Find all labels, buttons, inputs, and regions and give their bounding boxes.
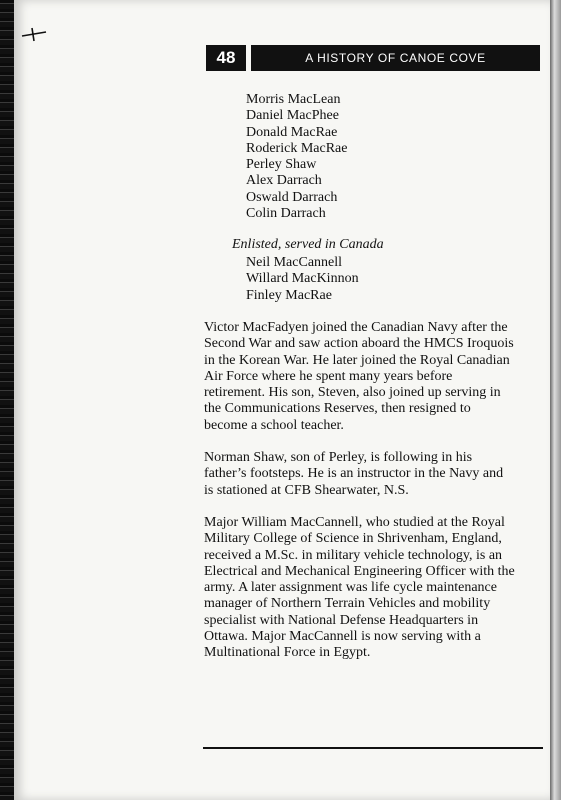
- list-item: Morris MacLean: [246, 92, 341, 107]
- paragraph-line: army. A later assignment was life cycle maintenance: [204, 580, 497, 596]
- paragraph-line: Electrical and Mechanical Engineering Officer with the: [204, 563, 515, 579]
- paragraph-line: Norman Shaw, son of Perley, is following in his: [204, 450, 473, 465]
- paragraph-line: manager of Northern Terrain Vehicles and mobility: [204, 596, 491, 612]
- paragraph-line: Military College of Science in Shrivenham, England,: [204, 531, 502, 547]
- names-list: [246, 92, 347, 222]
- binding-edge: [0, 0, 14, 800]
- list-item: Neil MacCannell: [246, 255, 343, 270]
- running-header: [206, 45, 540, 71]
- list-item: Donald MacRae: [246, 124, 338, 140]
- paragraph-line: Major William MacCannell, who studied at the Royal: [204, 515, 505, 530]
- section-subheading: Enlisted, served in Canada: [232, 237, 384, 252]
- paragraph-line: Victor MacFadyen joined the Canadian Navy after the: [204, 320, 508, 335]
- page-edge-shadow: [550, 0, 561, 800]
- paragraph-line: Ottawa. Major MacCannell is now serving with a: [204, 629, 481, 645]
- list-item: Finley MacRae: [246, 287, 332, 303]
- paragraph-line: Air Force where he spent many years before: [204, 368, 453, 384]
- footer-rule: [203, 747, 543, 749]
- paragraph-line: received a M.Sc. in military vehicle technology, is an: [204, 547, 503, 563]
- list-item: Oswald Darrach: [246, 189, 338, 205]
- paragraph-line: specialist with National Defense Headquarters in: [204, 612, 479, 628]
- list-item: Colin Darrach: [246, 206, 326, 222]
- paragraph-shaw: [204, 450, 544, 499]
- paragraph-line: the Communications Reserves, then resigned to: [204, 401, 471, 417]
- canada-names-list: [246, 255, 359, 304]
- list-item: Daniel MacPhee: [246, 108, 339, 124]
- list-item: Willard MacKinnon: [246, 271, 359, 287]
- paragraph-line: become a school teacher.: [204, 417, 344, 433]
- paragraph-line: is stationed at CFB Shearwater, N.S.: [204, 482, 409, 498]
- paragraph-line: in the Korean War. He later joined the Royal Canadian: [204, 352, 510, 368]
- paragraph-maccannell: [204, 515, 544, 662]
- list-item: Perley Shaw: [246, 157, 317, 173]
- book-title: A HISTORY OF CANOE COVE: [251, 45, 540, 71]
- list-item: Roderick MacRae: [246, 140, 348, 156]
- paragraph-line: retirement. His son, Steven, also joined up serving in: [204, 385, 501, 401]
- paragraph-macfadyen: [204, 320, 544, 434]
- paragraph-line: father’s footsteps. He is an instructor in the Navy and: [204, 466, 504, 482]
- paragraph-line: Multinational Force in Egypt.: [204, 645, 371, 661]
- pen-mark-icon: [20, 26, 48, 42]
- list-item: Alex Darrach: [246, 173, 322, 189]
- paragraph-line: Second War and saw action aboard the HMCS Iroquois: [204, 336, 514, 352]
- page-number: 48: [206, 45, 246, 71]
